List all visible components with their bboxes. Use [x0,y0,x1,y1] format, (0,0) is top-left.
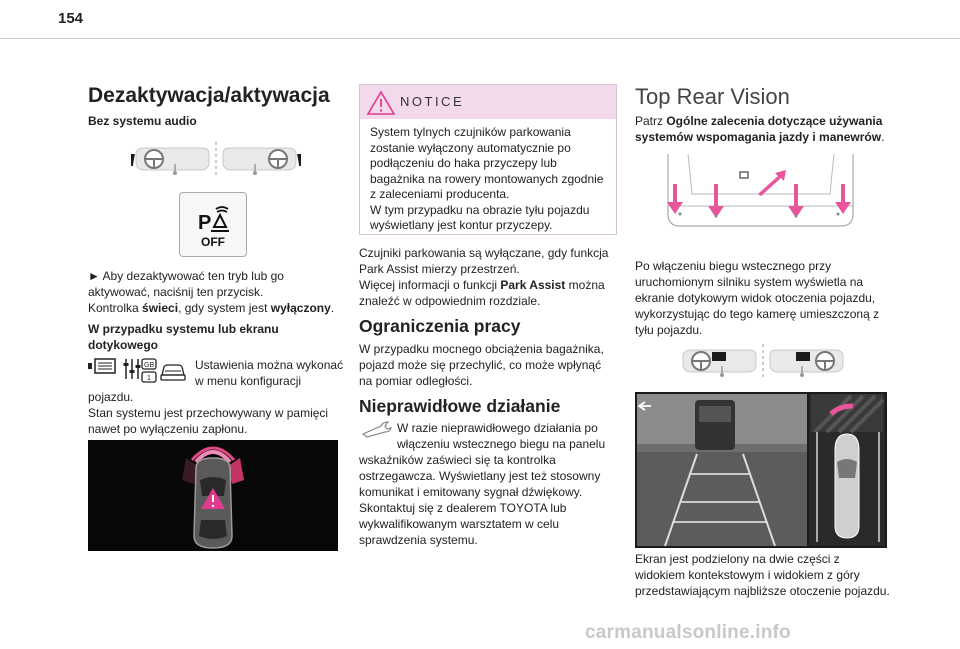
fault-text-3: Skontaktuj się z dealerem TOYOTA lub wykwalifikowanym warsztatem w celu sprawdzenia systemu. [359,501,567,547]
left-right-drive-icons [131,142,301,178]
heading-limits: Ograniczenia pracy [359,316,521,336]
car-settings-icon [88,359,115,373]
rear-camera-screen-image [635,392,887,548]
camera-icon [740,172,748,178]
park-assist-note: Czujniki parkowania są wyłączane, gdy funkcja Park Assist mierzy przestrzeń. [359,246,609,276]
wrench-icon [361,420,393,438]
instruction-indicator: Kontrolka świeci, gdy system jest wyłączony. [88,301,335,315]
top-rule [0,38,960,39]
subtitle-no-audio: Bez systemu audio [88,114,197,128]
limits-text: W przypadku mocnego obciążenia bagażnika, pojazd może się przechylić, co może wpłynąć na pomiar odległości. [359,342,604,388]
warning-icon [366,90,396,116]
instruction-toggle: ► Aby dezaktywować ten tryb lub go aktywować, naciśnij ten przycisk. [88,269,284,299]
context-view [637,394,807,546]
fault-text-1: W razie nieprawidłowego działania po włączeniu wstecznego biegu na panelu [397,421,606,451]
heading-faults: Nieprawidłowe działanie [359,396,561,416]
camera-description: Po włączeniu biegu wstecznego przy uruchomionym silniku system wyświetla na ekranie dotykowym widok otoczenia pojazdu, wykorzystując do tego kamerę umieszczoną z tyłu pojazdu. [635,259,880,337]
page-number: 154 [58,10,84,27]
svg-text:1: 1 [147,375,151,382]
notice-title: NOTICE [400,94,465,109]
off-label: OFF [201,235,225,249]
car-outline-icon [161,365,185,380]
settings-description: Ustawienia można wykonać w menu konfiguracji [195,358,344,388]
section-title-top-rear-vision: Top Rear Vision [635,84,790,109]
notice-body: System tylnych czujników parkowania zostanie wyłączony automatycznie po podłączeniu do haka przyczepy lub bagażnika na rowery montowanych zgodnie z zaleceniami producenta. W tym przypadku na obrazie tyłu pojazdu wyświetlany jest kontur przyczepy. [370,125,604,232]
screen-description: Ekran jest podzielony na dwie części z widokiem kontekstowym i widokiem z góry przedstawiającym najbliższe otoczenie pojazdu. [635,552,890,598]
fault-text-2: wskaźników zaświeci się ta kontrolka ostrzegawcza. Wyświetlany jest też stosowny komunikat i emitowany sygnał dźwiękowy. [359,453,601,499]
rear-vehicle-sensors-image [658,154,863,239]
watermark: carmanualsonline.info [585,622,791,643]
left-right-drive-icons-2 [678,344,848,380]
notice-box [359,84,617,235]
svg-text:GB: GB [144,362,155,369]
park-assist-off-button[interactable] [179,192,247,257]
parking-sensor-display-image [88,440,338,551]
sliders-icon [124,359,141,379]
section-title-deactivation: Dezaktywacja/aktywacja [88,84,330,107]
intro-reference: Patrz Ogólne zalecenia dotyczące używania systemów wspomagania jazdy i manewrów. [635,114,885,144]
settings-icons [88,357,188,387]
vehicle-settings-icon [142,359,156,382]
settings-description-cont: pojazdu. [88,390,134,404]
subtitle-touchscreen: W przypadku systemu lub ekranu dotykowego [88,322,279,352]
svg-text:P: P [198,212,212,234]
top-view [809,394,885,546]
notice-header [360,85,616,119]
memory-note: Stan systemu jest przechowywany w pamięci nawet po wyłączeniu zapłonu. [88,406,329,436]
park-assist-reference: Więcej informacji o funkcji Park Assist można znaleźć w odpowiednim rozdziale. [359,278,605,308]
